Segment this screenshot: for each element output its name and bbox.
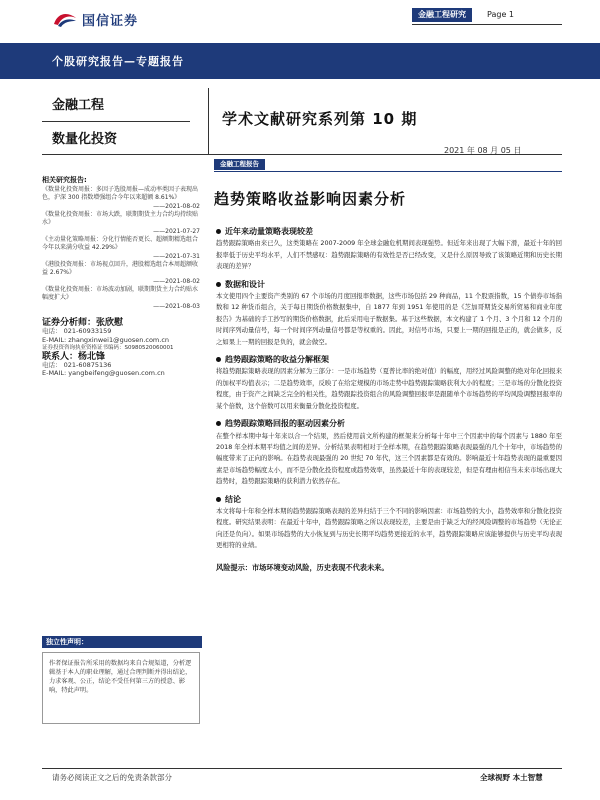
bullet-icon — [216, 282, 221, 287]
related-report-date: ——2021-08-02 — [153, 203, 200, 210]
section-heading-text: 趋势跟踪策略的收益分解框架 — [225, 355, 329, 365]
section-heading-text: 近年来动量策略表现较差 — [225, 227, 313, 236]
related-report-text: 《数量化投资周报：市场波动加剧，联期期货主力合约贴水幅度扩大》 — [42, 286, 199, 301]
bullet-icon — [216, 357, 221, 362]
related-report-item[interactable] — [42, 186, 200, 211]
footer-divider — [42, 768, 562, 769]
contact-phone: 电话： 021-60875136 — [42, 360, 112, 369]
category-secondary: 数量化投资 — [52, 132, 118, 147]
analyst-name: 证券分析师：张欣慰 — [42, 318, 124, 328]
banner-title: 个股研究报告—专题报告 — [52, 55, 184, 68]
section-heading — [216, 279, 562, 290]
related-report-item[interactable] — [42, 236, 200, 261]
category-separator — [42, 121, 190, 122]
bullet-icon — [216, 497, 221, 502]
section-tag-rule — [214, 171, 562, 172]
section-heading — [216, 494, 562, 505]
related-report-text: 《数量化投资周报：市场大跌，联期期货主力合约均持续贴水》 — [42, 211, 199, 226]
related-report-date: ——2021-08-03 — [153, 303, 200, 310]
section-paragraph: 趋势跟踪策略由来已久，这类策略在 2007-2009 年全球金融危机期间表现强势。但近年来出现了大幅下滑，最近十年的回报率低于历史平均水平，人们不禁感叹：趋势跟踪策略的有效性是否已经改变，又是什么原因导致了该策略近期和历史长期表现的差异？ — [216, 239, 562, 271]
analyst-cert: 证券投资咨询执业资格证书编码：S0980520060001 — [42, 345, 174, 351]
independence-statement-text: 作者保证报告所采用的数据均来自合规渠道，分析逻辑基于本人的职业理解，通过合理判断并得出结论，力求客观、公正，结论不受任何第三方的授意、影响，特此声明。 — [42, 652, 200, 724]
related-report-item[interactable] — [42, 286, 200, 311]
independence-statement-title: 独立性声明： — [42, 636, 202, 648]
related-report-date: ——2021-07-27 — [153, 228, 200, 235]
analyst-phone: 电话： 021-60933159 — [42, 327, 112, 335]
footer-slogan: 全球视野 本土智慧 — [480, 773, 543, 782]
section-heading-text: 趋势跟踪策略回报的驱动因素分析 — [225, 419, 345, 429]
category-divider — [208, 88, 209, 154]
section-heading-text: 结论 — [225, 494, 241, 504]
analyst-email[interactable]: E-MAIL: zhangxinwei1@guosen.com.cn — [42, 335, 170, 344]
report-date: 2021 年 08 月 05 日 — [444, 146, 522, 155]
section-tag: 金融工程报告 — [214, 159, 265, 170]
related-reports-title: 相关研究报告: — [42, 176, 87, 184]
section-paragraph: 本文将每十年和全样本期的趋势跟踪策略表现的差异归结于三个不同的影响因素：市场趋势的大小，趋势效率和分散化投资程度。研究结果表明：在最近十年中，趋势跟踪策略之所以表现较差，主要是由于缺乏大的经风险调整的市场趋势（无论正向还是负向）。如果市场趋势的大小恢复到与历史长期平均趋势更接近的水平，趋势跟踪策略应该能够提供与历史平均表现更相符的业绩。 — [216, 506, 562, 550]
category-primary: 金融工程 — [52, 98, 105, 113]
related-report-item[interactable] — [42, 261, 200, 286]
contact-name: 联系人：杨北锋 — [42, 351, 106, 362]
section-heading — [216, 418, 562, 429]
related-report-date: ——2021-07-31 — [153, 253, 200, 260]
guosen-logo-icon — [52, 10, 78, 28]
related-report-text: 《港股投资周报：市场视点回升，港股精选组合本周超额收益 2.67%》 — [42, 261, 199, 276]
report-type-tag: 金融工程研究 — [412, 8, 472, 22]
risk-warning: 风险提示：市场环境变动风险，历史表现不代表未来。 — [216, 562, 389, 572]
related-report-text: 《主动量化策略周报：分化行情能否更长、超额期精选组合今年以来满分收益 42.29%》 — [42, 236, 199, 251]
company-logo-text: 国信证券 — [82, 14, 139, 29]
left-sidebar — [42, 176, 200, 378]
section-paragraph: 将趋势跟踪策略表现的因素分解为三部分：一是市场趋势（夏普比率的绝对值）的幅度，用经过风险调整的绝对年化回报来的加权平均值表示；二是趋势效率，反映了在给定规模的市场走势中趋势跟踪策略获利大小的程度；三是市场的分散化投资程度，由于资产之间缺乏完全的相关性，趋势跟踪投资组合的风险调整回报率是跟随单个市场趋势的平均风险调整回报率的某个倍数，这个倍数可以用来衡量分散化投资程度。 — [216, 367, 562, 410]
section-paragraph: 在整个样本期中每十年来以合一个结果，然后使用前文所构建的框架来分析每十年中三个因素中的每个因素与 1880 年至 2018 年全样本期平均值之间的差异。分析结果表明相对于全样本期，在趋势跟踪策略表现最强的几个十年中，市场趋势的幅度带来了正向的影响。在趋势表现最强的 20 世纪 70 年代，这三个因素都是有效的。影响最近十年趋势表现的最重要因素是市场趋势幅度太小，而不是分散化投资程度或趋势效率，虽然最近十年的表现较差，但是有理由相信当未来市场出现大趋势时，趋势跟踪策略的获利潜力依然存在。 — [216, 431, 562, 486]
related-report-text: 《数量化投资周报：多因子选股周报—成动率类因子表现出色，沪深 300 指数增强组合今年以来超额 8.61%》 — [42, 186, 199, 201]
related-report-item[interactable] — [42, 211, 200, 236]
section-heading — [216, 226, 562, 237]
analyst-info — [42, 319, 200, 378]
related-report-date: ——2021-08-02 — [153, 278, 200, 285]
series-title: 学术文献研究系列第 10 期 — [222, 110, 418, 128]
bullet-icon — [216, 421, 221, 426]
page-number: Page 1 — [487, 10, 514, 19]
section-heading — [216, 354, 562, 365]
bullet-icon — [216, 229, 221, 234]
contact-email[interactable]: E-MAIL: yangbeifeng@guosen.com.cn — [42, 369, 165, 377]
section-paragraph: 本文使用四个主要资产类别的 67 个市场的月度回报率数据，这些市场包括 29 种商品，11 个股票指数，15 个债券市场指数和 12 种货币组合，关于每日期货价格数据集中，自 1877 年到 1951 年使用的是《芝加哥期货交易所贸易和商业年度报告》为基础的手工抄写的期货价格数据，此后采用电子数据集。基于这些数据，本文构建了 1 个月、3 个月和 12 个月的时间序列动量信号，每一个时间序列动量信号都是等权重的。因此，对信号市场，只要上一期的回报是正的，就会做多，反之如果上一期的回报是负的，就会做空。 — [216, 292, 562, 346]
section-heading-text: 数据和设计 — [225, 279, 265, 289]
header-divider — [412, 24, 562, 25]
report-body — [216, 226, 562, 573]
footer-disclaimer-note: 请务必阅读正文之后的免责条款部分 — [52, 773, 172, 782]
report-title: 趋势策略收益影响因素分析 — [214, 190, 407, 208]
